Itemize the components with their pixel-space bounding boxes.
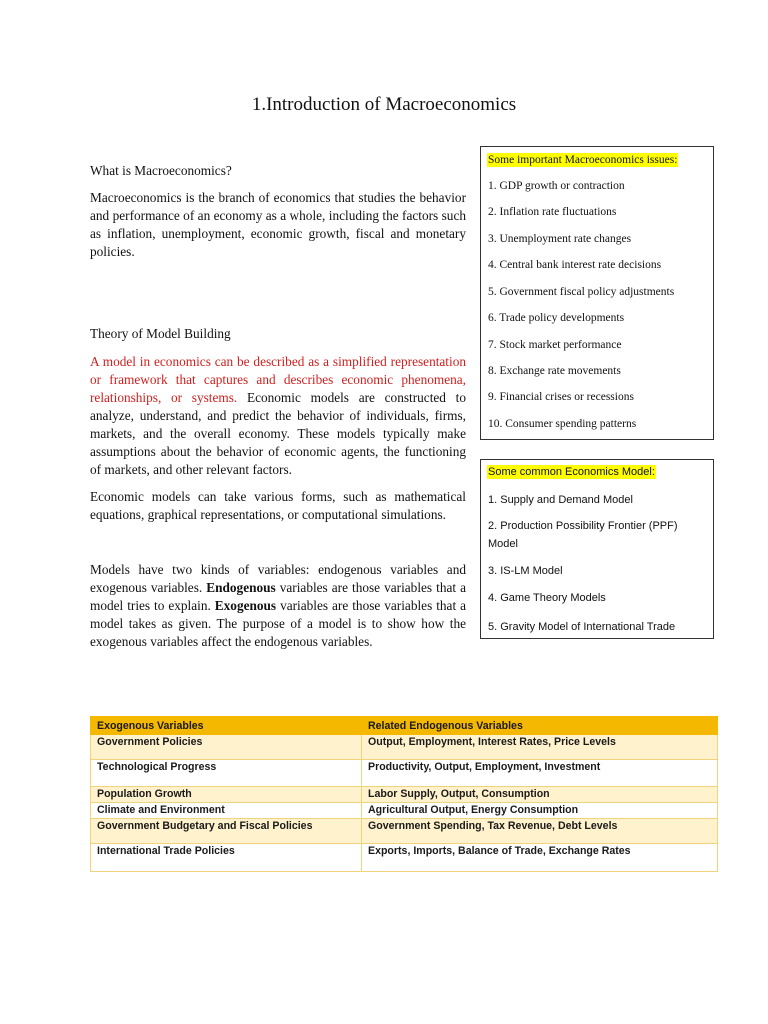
table-cell: Climate and Environment [91,803,362,819]
exogenous-term: Exogenous [214,598,277,613]
list-item: 6. Trade policy developments [488,312,625,324]
list-item: 8. Exchange rate movements [488,365,621,377]
theory-heading: Theory of Model Building [90,326,231,341]
list-item: 2. Inflation rate fluctuations [488,206,617,218]
vars-text-3: variables are those variables that a model takes as given. The purpose of a model is to show how the exogenous variables affect the endogenous variables. [90,598,467,649]
issues-box [480,146,714,440]
table-cell: Government Budgetary and Fiscal Policies [91,819,362,844]
table-cell: Population Growth [91,787,362,803]
column-header-endogenous: Related Endogenous Variables [362,717,718,735]
list-item: 3. IS-LM Model [488,565,563,577]
list-item: 1. GDP growth or contraction [488,180,625,192]
table-cell: Agricultural Output, Energy Consumption [362,803,718,819]
issues-box-header: Some important Macroeconomics issues: [488,154,678,166]
table-row [91,803,718,819]
vars-text-2: variables are those variables that a model tries to explain. [90,580,466,613]
list-item: 4. Central bank interest rate decisions [488,259,662,271]
variables-table [90,716,718,872]
table-row [91,819,718,844]
what-heading: What is Macroeconomics? [90,163,232,178]
list-item: 9. Financial crises or recessions [488,391,634,403]
list-item: 7. Stock market performance [488,339,622,351]
table-cell: Output, Employment, Interest Rates, Price Levels [362,735,718,760]
table-cell: Government Policies [91,735,362,760]
theory-body: Economic models are constructed to analyze, understand, and predict the behavior of individuals, firms, markets, and the overall economy. These models typically make assumptions about the behavior of economic agents, the functioning of markets, and other relevant factors. [90,390,467,477]
table-cell: Technological Progress [91,760,362,787]
table-cell: Government Spending, Tax Revenue, Debt Levels [362,819,718,844]
page-title: 1.Introduction of Macroeconomics [251,94,517,115]
list-item: 5. Government fiscal policy adjustments [488,286,675,298]
column-header-exogenous: Exogenous Variables [91,717,362,735]
model-definition-red: A model in economics can be described as a simplified representation or framework that captures and describes economic phenomena, relationships, or systems. [90,354,466,405]
vars-text-1: Models have two kinds of variables: endogenous variables and exogenous variables. [90,562,466,595]
models-box-header: Some common Economics Model: [488,466,655,478]
table-row [91,760,718,787]
table-cell: International Trade Policies [91,844,362,872]
theory-paragraph [90,353,466,479]
endogenous-term: Endogenous [206,580,276,595]
table-row [91,735,718,760]
list-item: 5. Gravity Model of International Trade [488,621,676,633]
forms-body: Economic models can take various forms, such as mathematical equations, graphical representations, or computational simulations. [90,489,466,522]
table-row [91,844,718,872]
list-item: 10. Consumer spending patterns [488,418,637,430]
variables-paragraph [90,561,466,651]
table-cell: Labor Supply, Output, Consumption [362,787,718,803]
list-item: 4. Game Theory Models [488,592,606,604]
table-cell: Exports, Imports, Balance of Trade, Exchange Rates [362,844,718,872]
models-box [480,459,714,639]
what-body: Macroeconomics is the branch of economics that studies the behavior and performance of an economy as a whole, including the factors such as inflation, unemployment, economic growth, fiscal and monetary policies. [90,190,466,259]
list-item: 1. Supply and Demand Model [488,494,633,506]
table-row [91,787,718,803]
table-header-row [91,717,718,735]
list-item: 3. Unemployment rate changes [488,233,632,245]
list-item: 2. Production Possibility Frontier (PPF) Model [488,520,678,550]
table-cell: Productivity, Output, Employment, Investment [362,760,718,787]
